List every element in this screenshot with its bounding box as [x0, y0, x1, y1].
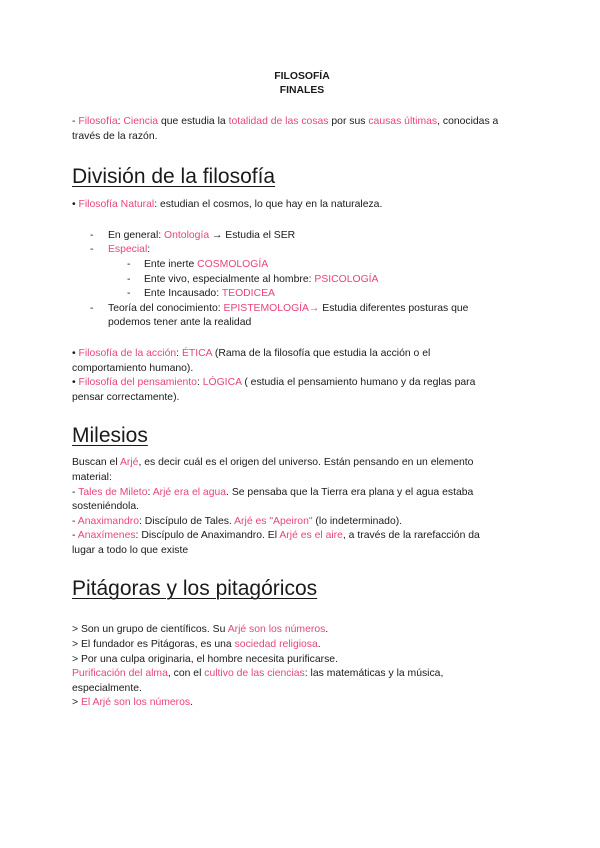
list-item-ente-vivo: - Ente vivo, especialmente al hombre: PSICOLOGÍA	[127, 273, 379, 285]
list-item-especial: - Especial:	[90, 244, 151, 256]
document-title: FILOSOFÍA	[274, 71, 330, 82]
intro-paragraph: - Filosofía: Ciencia que estudia la totalidad de las cosas por sus causas últimas, conocidas a través de la razón.	[72, 116, 499, 142]
list-item-ente-incausado: - Ente Incausado: TEODICEA	[127, 288, 275, 300]
heading-milesios: Milesios	[72, 424, 148, 448]
document-subtitle: FINALES	[279, 85, 325, 96]
heading-pitagoras: Pitágoras y los pitagóricos	[72, 577, 318, 601]
bullet-filosofia-pensamiento: • Filosofía del pensamiento: LÓGICA ( estudia el pensamiento humano y da reglas para pensar correctamente).	[72, 377, 476, 403]
list-item-ente-inerte: - Ente inerte COSMOLOGÍA	[127, 258, 269, 270]
milesios-tales: - Tales de Mileto: Arjé era el agua. Se pensaba que la Tierra era plana y el agua estaba sosteniéndola.	[72, 486, 474, 513]
list-item-teoria: - Teoría del conocimiento: EPISTEMOLOGÍA→ Estudia diferentes posturas que podemos tener ante la realidad	[90, 302, 469, 329]
document-page	[72, 70, 532, 711]
milesios-intro: Buscan el Arjé, es decir cuál es el origen del universo. Están pensando en un elemento material:	[72, 457, 474, 483]
bullet-filosofia-accion: • Filosofía de la acción: ÉTICA (Rama de la filosofía que estudia la acción o el comportamiento humano).	[72, 347, 431, 374]
pitagoras-line-2: > El fundador es Pitágoras, es una sociedad religiosa.	[72, 639, 321, 651]
bullet-filosofia-natural: • Filosofía Natural: estudian el cosmos, lo que hay en la naturaleza.	[72, 199, 383, 211]
pitagoras-line-4: Purificación del alma, con el cultivo de las ciencias: las matemáticas y la música, especialmente.	[72, 668, 444, 694]
milesios-anaximandro: - Anaximandro: Discípulo de Tales. Arjé es "Apeiron" (lo indeterminado).	[72, 515, 403, 527]
pitagoras-line-5: > El Arjé son los números.	[72, 697, 194, 709]
pitagoras-line-1: > Son un grupo de científicos. Su Arjé son los números.	[72, 624, 329, 636]
heading-division: División de la filosofía	[72, 165, 276, 189]
milesios-anaximenes: - Anaxímenes: Discípulo de Anaximandro. El Arjé es el aire, a través de la rarefacción da lugar a todo lo que existe	[72, 530, 480, 556]
pitagoras-line-3: > Por una culpa originaria, el hombre necesita purificarse.	[72, 653, 338, 665]
list-item-general: - En general: Ontología → Estudia el SER	[90, 229, 296, 241]
